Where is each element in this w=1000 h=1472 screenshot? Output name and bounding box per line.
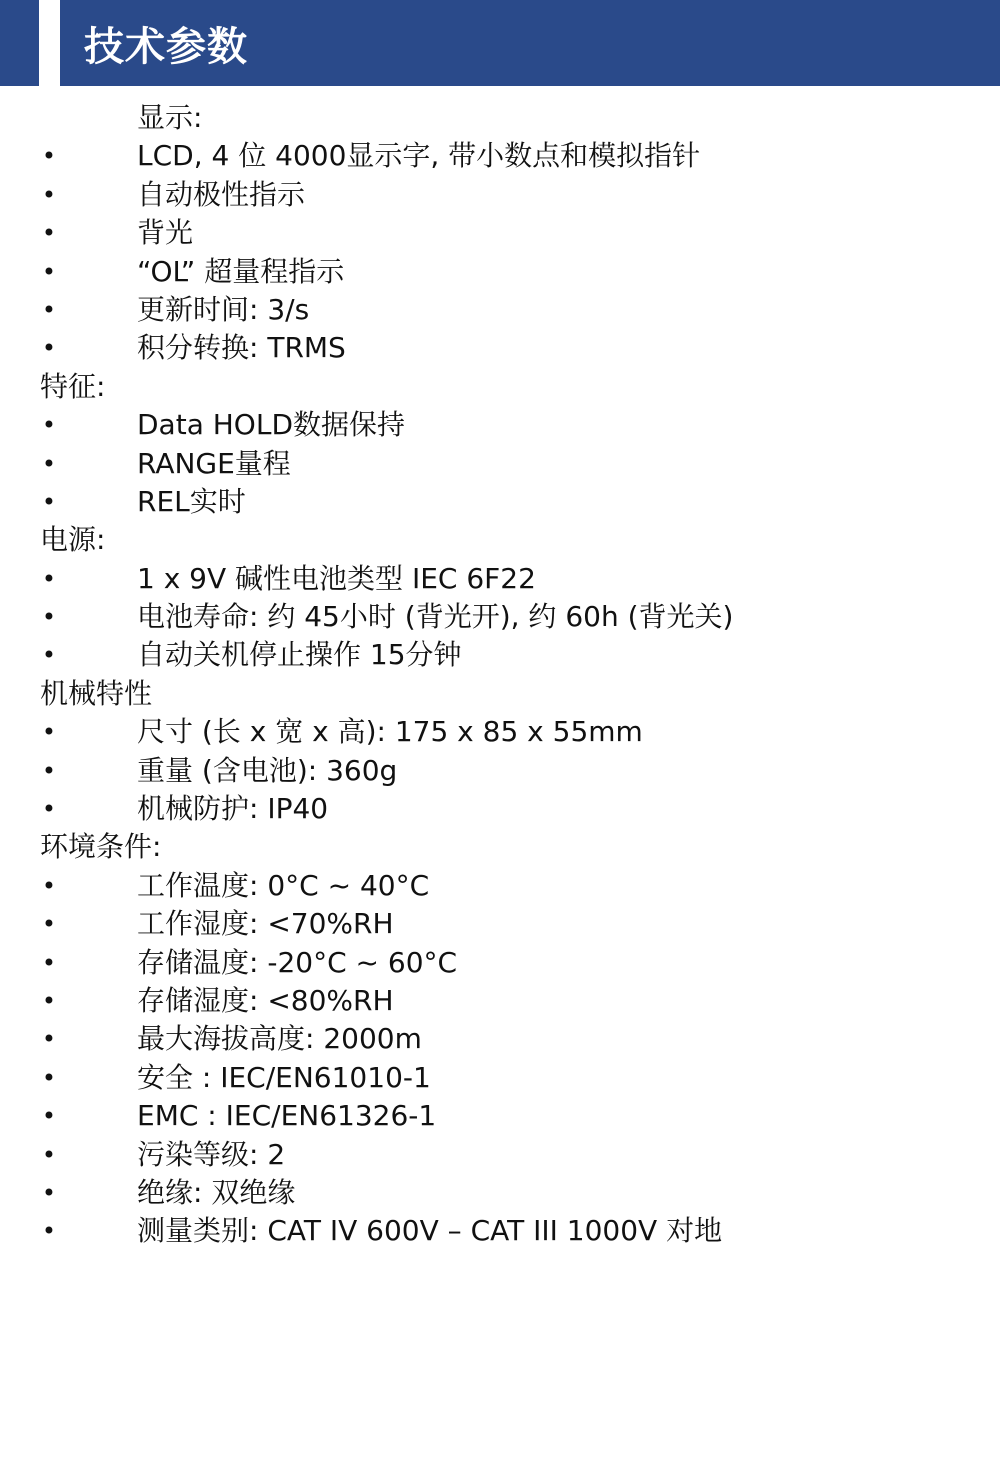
spec-text: RANGE量程 [137, 446, 291, 480]
spec-text: 机械特性 [40, 676, 153, 710]
spec-text: LCD, 4 位 4000显示字, 带小数点和模拟指针 [137, 139, 701, 173]
list-item [0, 867, 1000, 905]
bullet-icon: • [41, 1102, 57, 1131]
list-item [0, 329, 1000, 367]
list-item [0, 445, 1000, 483]
spec-text: 环境条件: [40, 830, 162, 864]
bullet-icon: • [41, 180, 57, 209]
bullet-icon: • [41, 334, 57, 363]
list-item [0, 253, 1000, 291]
spec-text: 1 x 9V 碱性电池类型 IEC 6F22 [137, 561, 536, 595]
bullet-icon: • [41, 795, 57, 824]
page-header [0, 0, 1000, 86]
bullet-icon: • [41, 1217, 57, 1246]
section-heading [0, 828, 1000, 866]
list-item [0, 790, 1000, 828]
list-item [0, 291, 1000, 329]
spec-text: 绝缘: 双绝缘 [137, 1175, 296, 1209]
header-accent-block [0, 0, 39, 86]
bullet-icon: • [41, 756, 57, 785]
header-title-bar [60, 0, 1000, 86]
bullet-icon: • [41, 948, 57, 977]
spec-list [0, 99, 1000, 1251]
list-item [0, 598, 1000, 636]
spec-text: 污染等级: 2 [137, 1137, 286, 1171]
list-item [0, 982, 1000, 1020]
section-heading [0, 368, 1000, 406]
spec-text: “OL” 超量程指示 [137, 254, 345, 288]
list-item [0, 176, 1000, 214]
section-heading [0, 675, 1000, 713]
spec-text: EMC : IEC/EN61326-1 [137, 1099, 437, 1133]
spec-text: 自动关机停止操作 15分钟 [137, 638, 462, 672]
list-item [0, 483, 1000, 521]
bullet-icon: • [41, 910, 57, 939]
spec-text: 最大海拔高度: 2000m [137, 1022, 422, 1056]
list-item [0, 636, 1000, 674]
bullet-icon: • [41, 257, 57, 286]
list-item [0, 137, 1000, 175]
spec-text: 工作湿度: <70%RH [137, 907, 394, 941]
spec-text: 积分转换: TRMS [137, 331, 346, 365]
list-item [0, 905, 1000, 943]
list-item [0, 1174, 1000, 1212]
spec-text: Data HOLD数据保持 [137, 408, 406, 442]
list-item [0, 752, 1000, 790]
page-title: 技术参数 [84, 23, 248, 70]
spec-text: 存储湿度: <80%RH [137, 983, 394, 1017]
list-item [0, 713, 1000, 751]
list-item [0, 406, 1000, 444]
spec-text: 安全 : IEC/EN61010-1 [137, 1060, 431, 1094]
spec-text: 机械防护: IP40 [137, 792, 329, 826]
spec-text: 背光 [137, 216, 194, 250]
list-item [0, 1059, 1000, 1097]
bullet-icon: • [41, 487, 57, 516]
list-item [0, 560, 1000, 598]
section-heading [0, 521, 1000, 559]
bullet-icon: • [41, 449, 57, 478]
spec-text: 电源: [40, 523, 106, 557]
bullet-icon: • [41, 1063, 57, 1092]
bullet-icon: • [41, 1178, 57, 1207]
list-item [0, 1212, 1000, 1250]
bullet-icon: • [41, 871, 57, 900]
bullet-icon: • [41, 641, 57, 670]
spec-text: 存储温度: -20°C ~ 60°C [137, 945, 458, 979]
spec-text: REL实时 [137, 484, 246, 518]
bullet-icon: • [41, 718, 57, 747]
spec-text: 显示: [137, 101, 203, 134]
bullet-icon: • [41, 219, 57, 248]
bullet-icon: • [41, 142, 57, 171]
list-item [0, 214, 1000, 252]
bullet-icon: • [41, 603, 57, 632]
spec-text: 测量类别: CAT IV 600V – CAT III 1000V 对地 [137, 1214, 723, 1248]
bullet-icon: • [41, 295, 57, 324]
spec-text: 自动极性指示 [137, 177, 306, 211]
spec-text: 电池寿命: 约 45小时 (背光开), 约 60h (背光关) [137, 600, 734, 634]
spec-text: 更新时间: 3/s [137, 292, 310, 326]
bullet-icon: • [41, 564, 57, 593]
list-item [0, 1136, 1000, 1174]
bullet-icon: • [41, 411, 57, 440]
list-item [0, 1097, 1000, 1135]
list-item [0, 1020, 1000, 1058]
list-item [0, 944, 1000, 982]
spec-text: 尺寸 (长 x 宽 x 高): 175 x 85 x 55mm [137, 715, 643, 749]
spec-text: 特征: [40, 369, 106, 403]
section-heading-indented [0, 99, 1000, 137]
spec-text: 重量 (含电池): 360g [137, 753, 398, 787]
bullet-icon: • [41, 1140, 57, 1169]
spec-text: 工作温度: 0°C ~ 40°C [137, 868, 430, 902]
bullet-icon: • [41, 986, 57, 1015]
bullet-icon: • [41, 1025, 57, 1054]
